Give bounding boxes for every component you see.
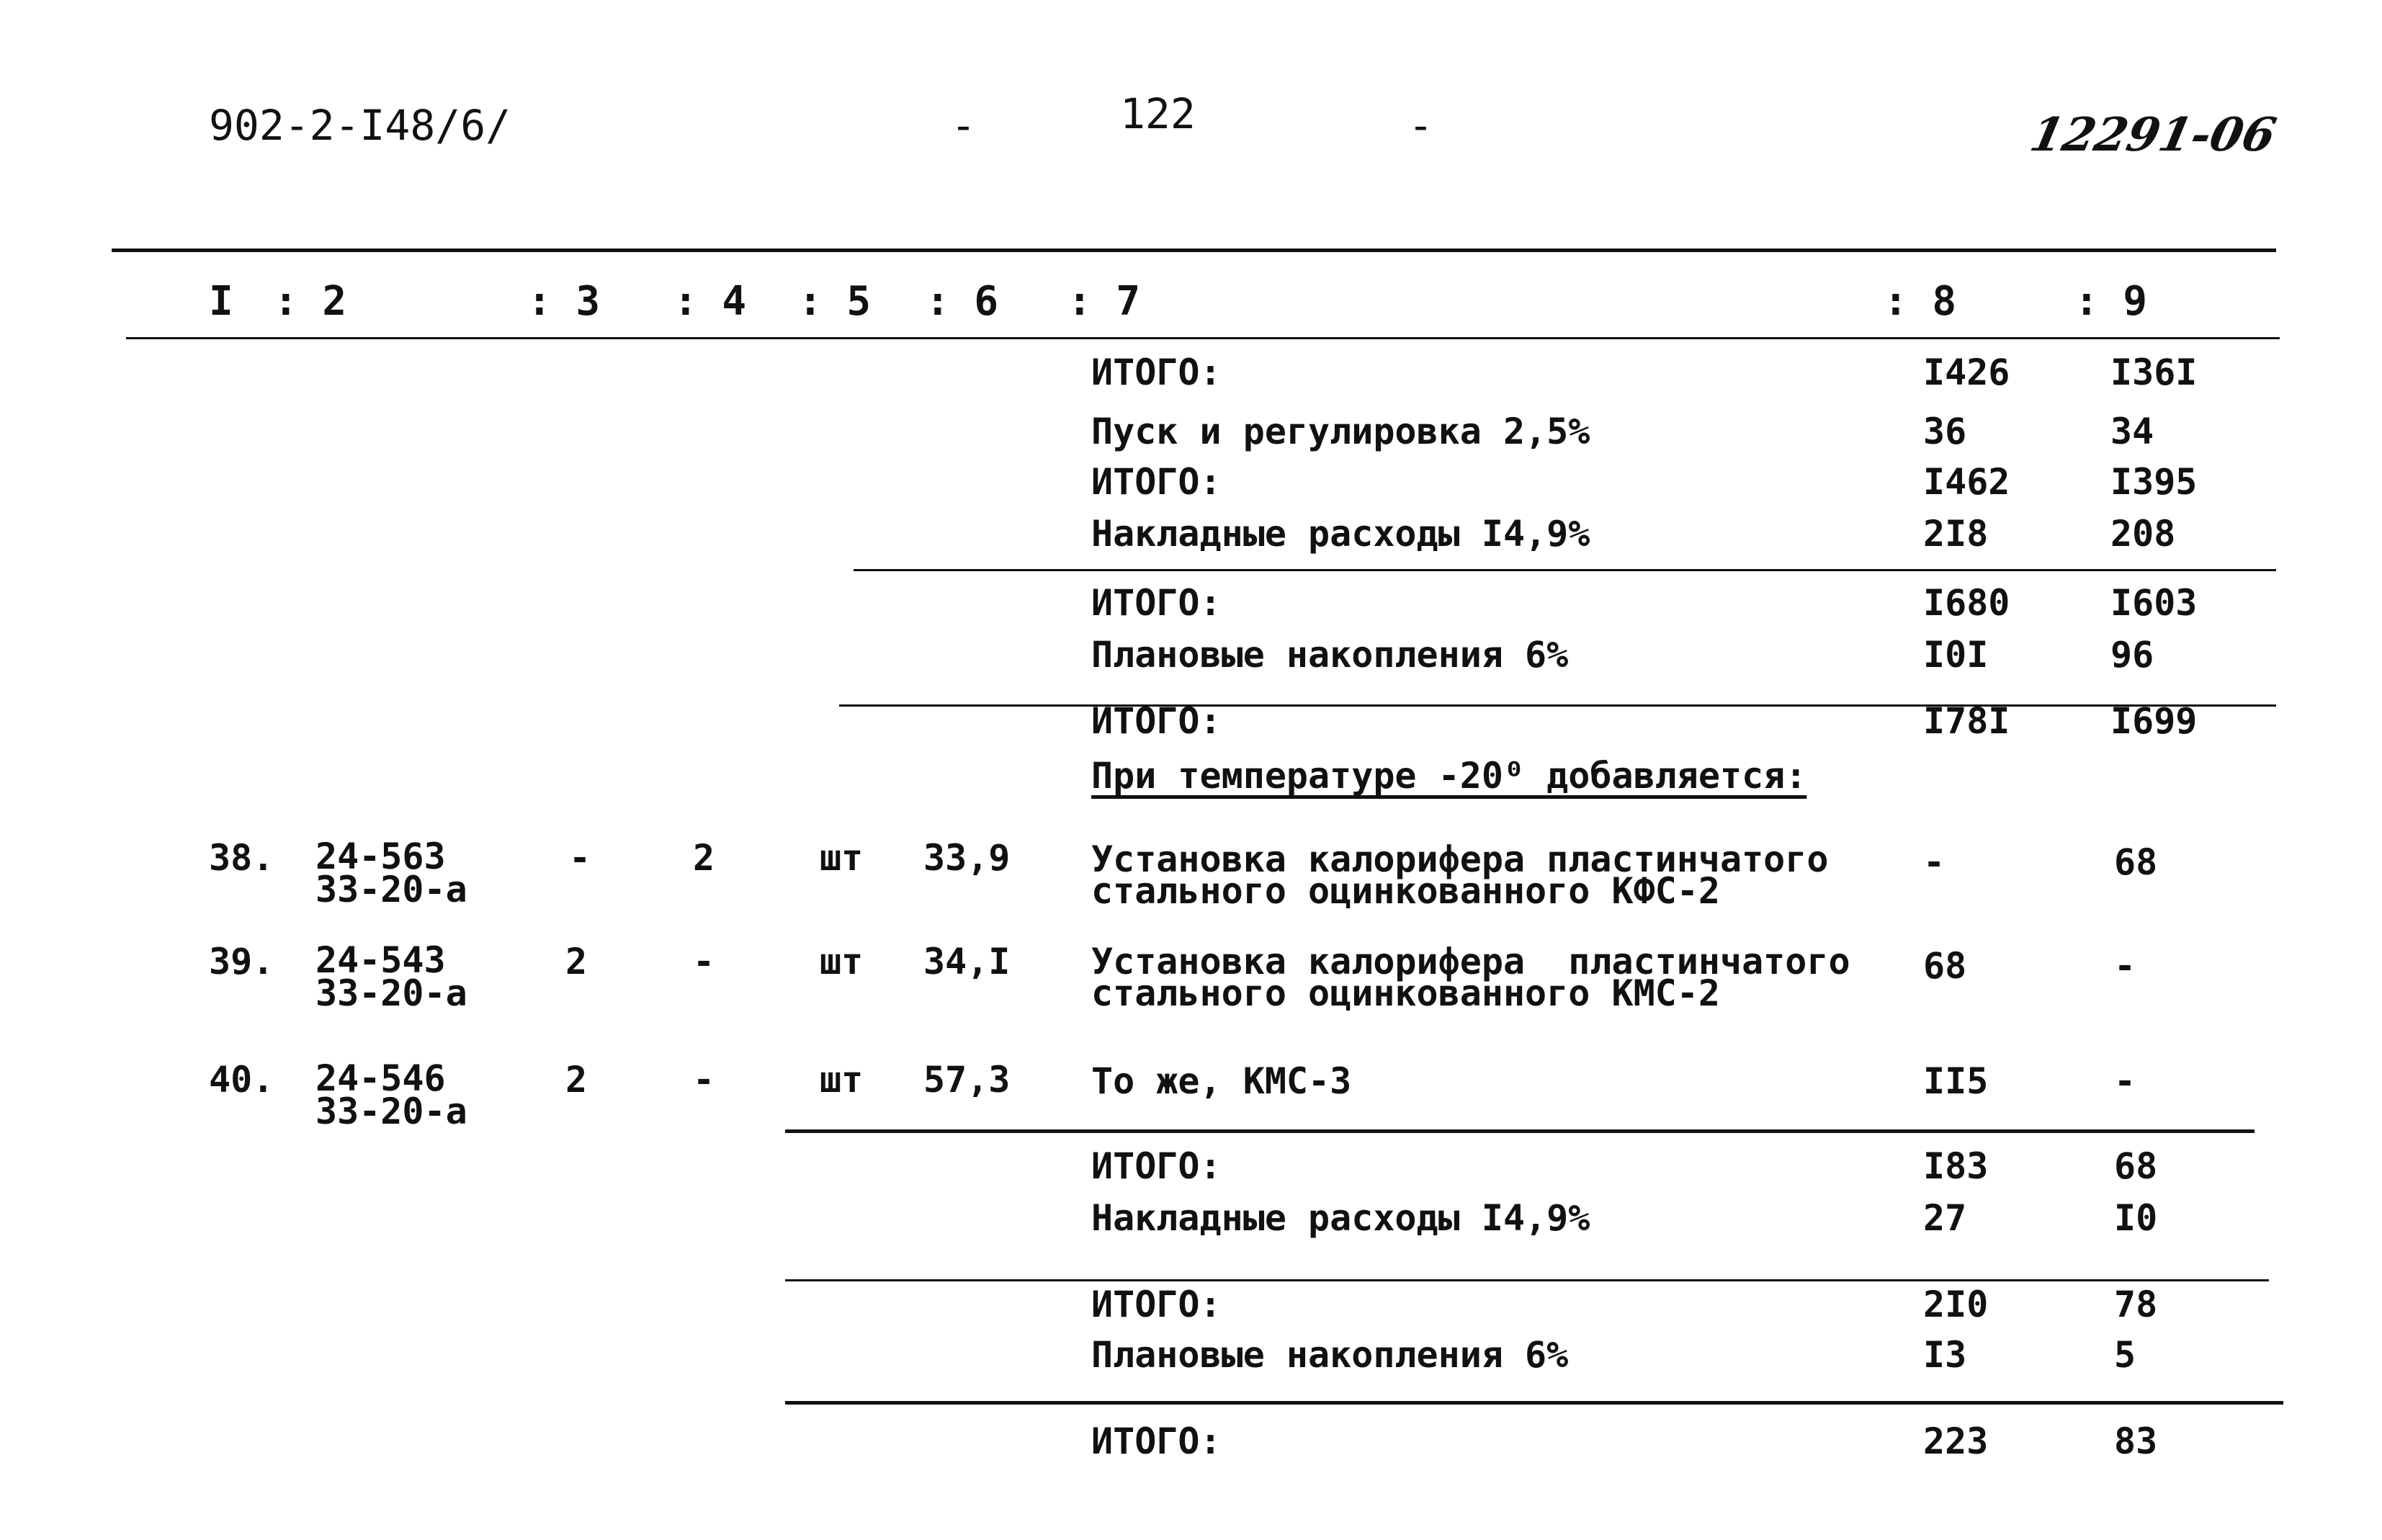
header-dash-right: - [1408, 101, 1433, 150]
separator-rule [839, 704, 2276, 707]
summary-c8: I426 [1923, 352, 2010, 393]
row-price: 33,9 [923, 837, 1011, 879]
row-description: То же, КМС-3 [1091, 1060, 1352, 1102]
col-header-8: : 8 [1884, 278, 1957, 325]
header-bottom-rule [126, 337, 2280, 339]
summary-label: Пуск и регулировка 2,5% [1091, 411, 1590, 452]
summary-label: ИТОГО: [1091, 461, 1222, 503]
col-header-7: : 7 [1067, 278, 1141, 325]
row-col3: - [569, 837, 591, 879]
row-number: 39. [209, 941, 274, 982]
summary-c8: 2I8 [1923, 513, 1989, 555]
summary-c8: I3 [1923, 1334, 1967, 1376]
summary-c9: 96 [2110, 634, 2154, 676]
row-col4: - [693, 1059, 715, 1101]
summary-label: ИТОГО: [1091, 352, 1222, 393]
row-number: 40. [209, 1059, 274, 1101]
summary-c9: 68 [2114, 1145, 2158, 1187]
col-header-4: : 4 [673, 278, 747, 325]
summary-c9: 78 [2114, 1284, 2158, 1325]
row-col8: - [1923, 841, 1946, 883]
document-code: 902-2-I48/6/ [209, 101, 511, 150]
summary-c8: I0I [1923, 634, 1989, 676]
separator-rule [785, 1129, 2255, 1133]
row-unit: шт [820, 1059, 864, 1101]
row-col8: II5 [1923, 1060, 1989, 1102]
summary-c8: I680 [1923, 582, 2010, 624]
row-code-2: 33-20-а [315, 972, 467, 1014]
row-code: 24-543 [315, 939, 446, 981]
summary-label: Накладные расходы I4,9% [1091, 1197, 1590, 1239]
summary-c9: I0 [2114, 1197, 2158, 1239]
row-col9: 68 [2114, 841, 2158, 883]
row-code: 24-563 [315, 836, 446, 877]
summary-c9: 34 [2110, 411, 2154, 452]
row-col4: 2 [693, 837, 715, 879]
row-price: 57,3 [923, 1059, 1011, 1101]
summary-label: ИТОГО: [1091, 1420, 1222, 1462]
summary-label: Плановые накопления 6% [1091, 634, 1569, 676]
col-header-3: : 3 [527, 278, 601, 325]
row-number: 38. [209, 837, 274, 879]
summary-label: Плановые накопления 6% [1091, 1334, 1569, 1376]
section-note: При температуре -20⁰ добавляется: [1091, 755, 1807, 797]
row-col8: 68 [1923, 945, 1967, 987]
col-header-9: : 9 [2074, 278, 2148, 325]
summary-c8: 27 [1923, 1197, 1967, 1239]
summary-c9: 83 [2114, 1420, 2158, 1462]
header-dash-left: - [951, 101, 976, 150]
row-col3: 2 [565, 1059, 588, 1101]
summary-c8: I83 [1923, 1145, 1989, 1187]
summary-c9: I699 [2110, 700, 2198, 742]
row-code-2: 33-20-а [315, 869, 467, 910]
separator-rule [854, 569, 2276, 571]
row-code: 24-546 [315, 1057, 446, 1099]
summary-label: ИТОГО: [1091, 1145, 1222, 1187]
summary-label: Накладные расходы I4,9% [1091, 513, 1590, 555]
summary-c9: 5 [2114, 1334, 2136, 1376]
separator-rule [785, 1401, 2283, 1405]
row-col4: - [693, 941, 715, 982]
summary-label: ИТОГО: [1091, 700, 1222, 742]
summary-c8: I462 [1923, 461, 2010, 503]
summary-c8: I78I [1923, 700, 2010, 742]
separator-rule [785, 1279, 2269, 1281]
header-top-rule [112, 249, 2276, 252]
row-col3: 2 [565, 941, 588, 982]
row-description-2: стального оцинкованного КФС-2 [1091, 870, 1720, 912]
summary-c9: 208 [2110, 513, 2176, 555]
row-col9: - [2114, 945, 2136, 987]
summary-label: ИТОГО: [1091, 582, 1222, 624]
col-header-6: : 6 [926, 278, 999, 325]
summary-c9: I36I [2110, 352, 2198, 393]
summary-c9: I395 [2110, 461, 2198, 503]
row-price: 34,I [923, 941, 1011, 982]
summary-label: ИТОГО: [1091, 1284, 1222, 1325]
row-description-2: стального оцинкованного КМС-2 [1091, 972, 1720, 1014]
row-description: Установка калорифера пластинчатого [1091, 941, 1850, 982]
col-header-1: I [209, 278, 233, 325]
summary-c8: 223 [1923, 1420, 1989, 1462]
col-header-2: : 2 [274, 278, 347, 325]
col-header-5: : 5 [798, 278, 872, 325]
page-number: 122 [1120, 89, 1196, 138]
row-code-2: 33-20-а [315, 1091, 467, 1132]
row-col9: - [2114, 1060, 2136, 1102]
row-unit: шт [820, 837, 864, 879]
handwritten-stamp: 12291-06 [2025, 108, 2281, 162]
row-description: Установка калорифера пластинчатого [1091, 838, 1829, 880]
summary-c9: I603 [2110, 582, 2198, 624]
row-unit: шт [820, 941, 864, 982]
summary-c8: 36 [1923, 411, 1967, 452]
summary-c8: 2I0 [1923, 1284, 1989, 1325]
